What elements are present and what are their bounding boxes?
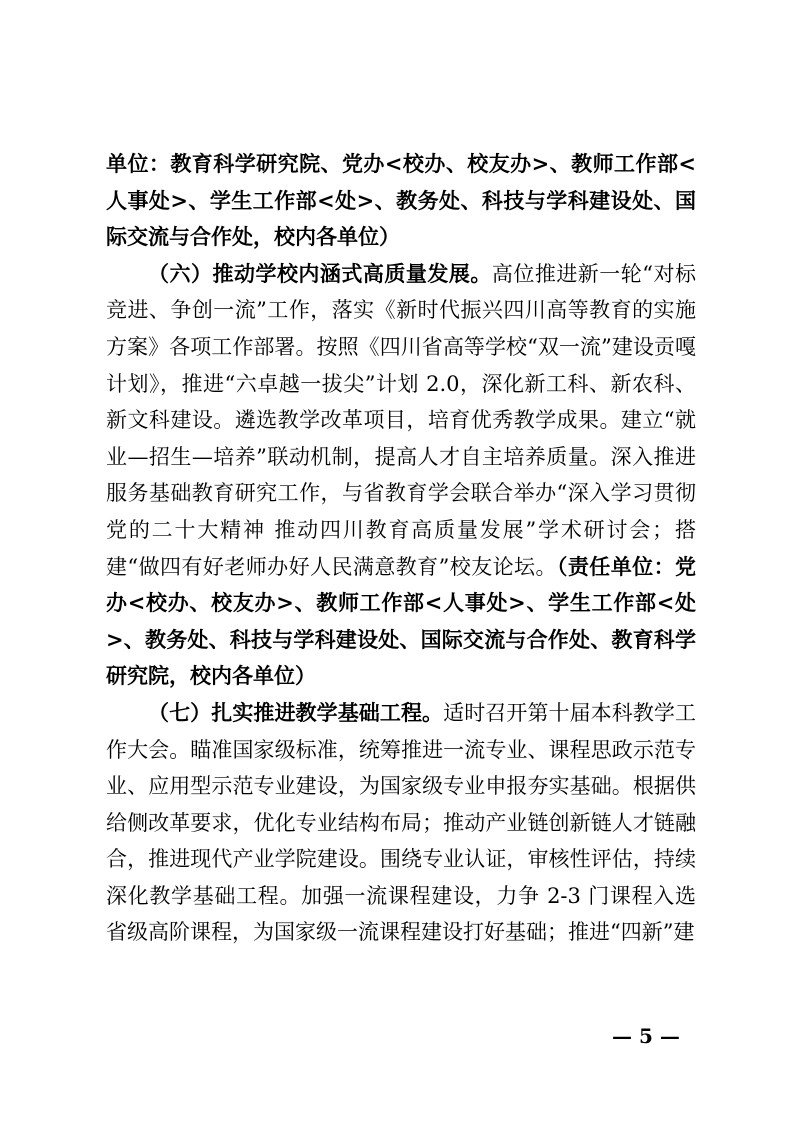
- paragraph-section-six: [106, 256, 696, 695]
- section-seven-heading: （七）扎实推进教学基础工程。: [148, 699, 444, 725]
- section-seven-body: 适时召开第十届本科教学工作大会。瞄准国家级标准，统筹推进一流专业、课程思政示范专业、应用型示范专业建设，为国家级专业申报夯实基础。根据供给侧改革要求，优化专业结构布局；推动产业链创新链人才链融合，推进现代产业学院建设。围绕专业认证，审核性评估，持续深化教学基础工程。加强一流课程建设，力争 2-3 门课程入选省级高阶课程，为国家级一流课程建设打好基础；推进“四新”建: [106, 700, 697, 945]
- page-number: — 5 —: [612, 1024, 680, 1048]
- responsible-units-text: 单位：教育科学研究院、党办<校办、校友办>、教师工作部<人事处>、学生工作部<处>、教务处、科技与学科建设处、国际交流与合作处，校内各单位）: [106, 151, 696, 250]
- document-page: [106, 146, 696, 951]
- paragraph-responsible-units-continued: [106, 146, 696, 256]
- paragraph-section-seven: [106, 695, 696, 951]
- section-six-heading: （六）推动学校内涵式高质量发展。: [148, 260, 492, 286]
- section-six-responsible-units: （责任单位：党办<校办、校友办>、教师工作部<人事处>、学生工作部<处>、教务处、科技与学科建设处、国际交流与合作处、教育科学研究院，校内各单位）: [106, 553, 696, 689]
- section-six-body: 高位推进新一轮“对标竞进、争创一流”工作，落实《新时代振兴四川高等教育的实施方案》各项工作部署。按照《四川省高等学校“双一流”建设贡嘎计划》，推进“六卓越一拔尖”计划 2.0，深化新工科、新农科、新文科建设。遴选教学改革项目，培育优秀教学成果。建立“就业—招生—培养”联动机制，提高人才自主培养质量。深入推进服务基础教育研究工作，与省教育学会联合举办“深入学习贯彻党的二十大精神 推动四川教育高质量发展”学术研讨会；搭建“做四有好老师办好人民满意教育”校友论坛。: [106, 261, 696, 579]
